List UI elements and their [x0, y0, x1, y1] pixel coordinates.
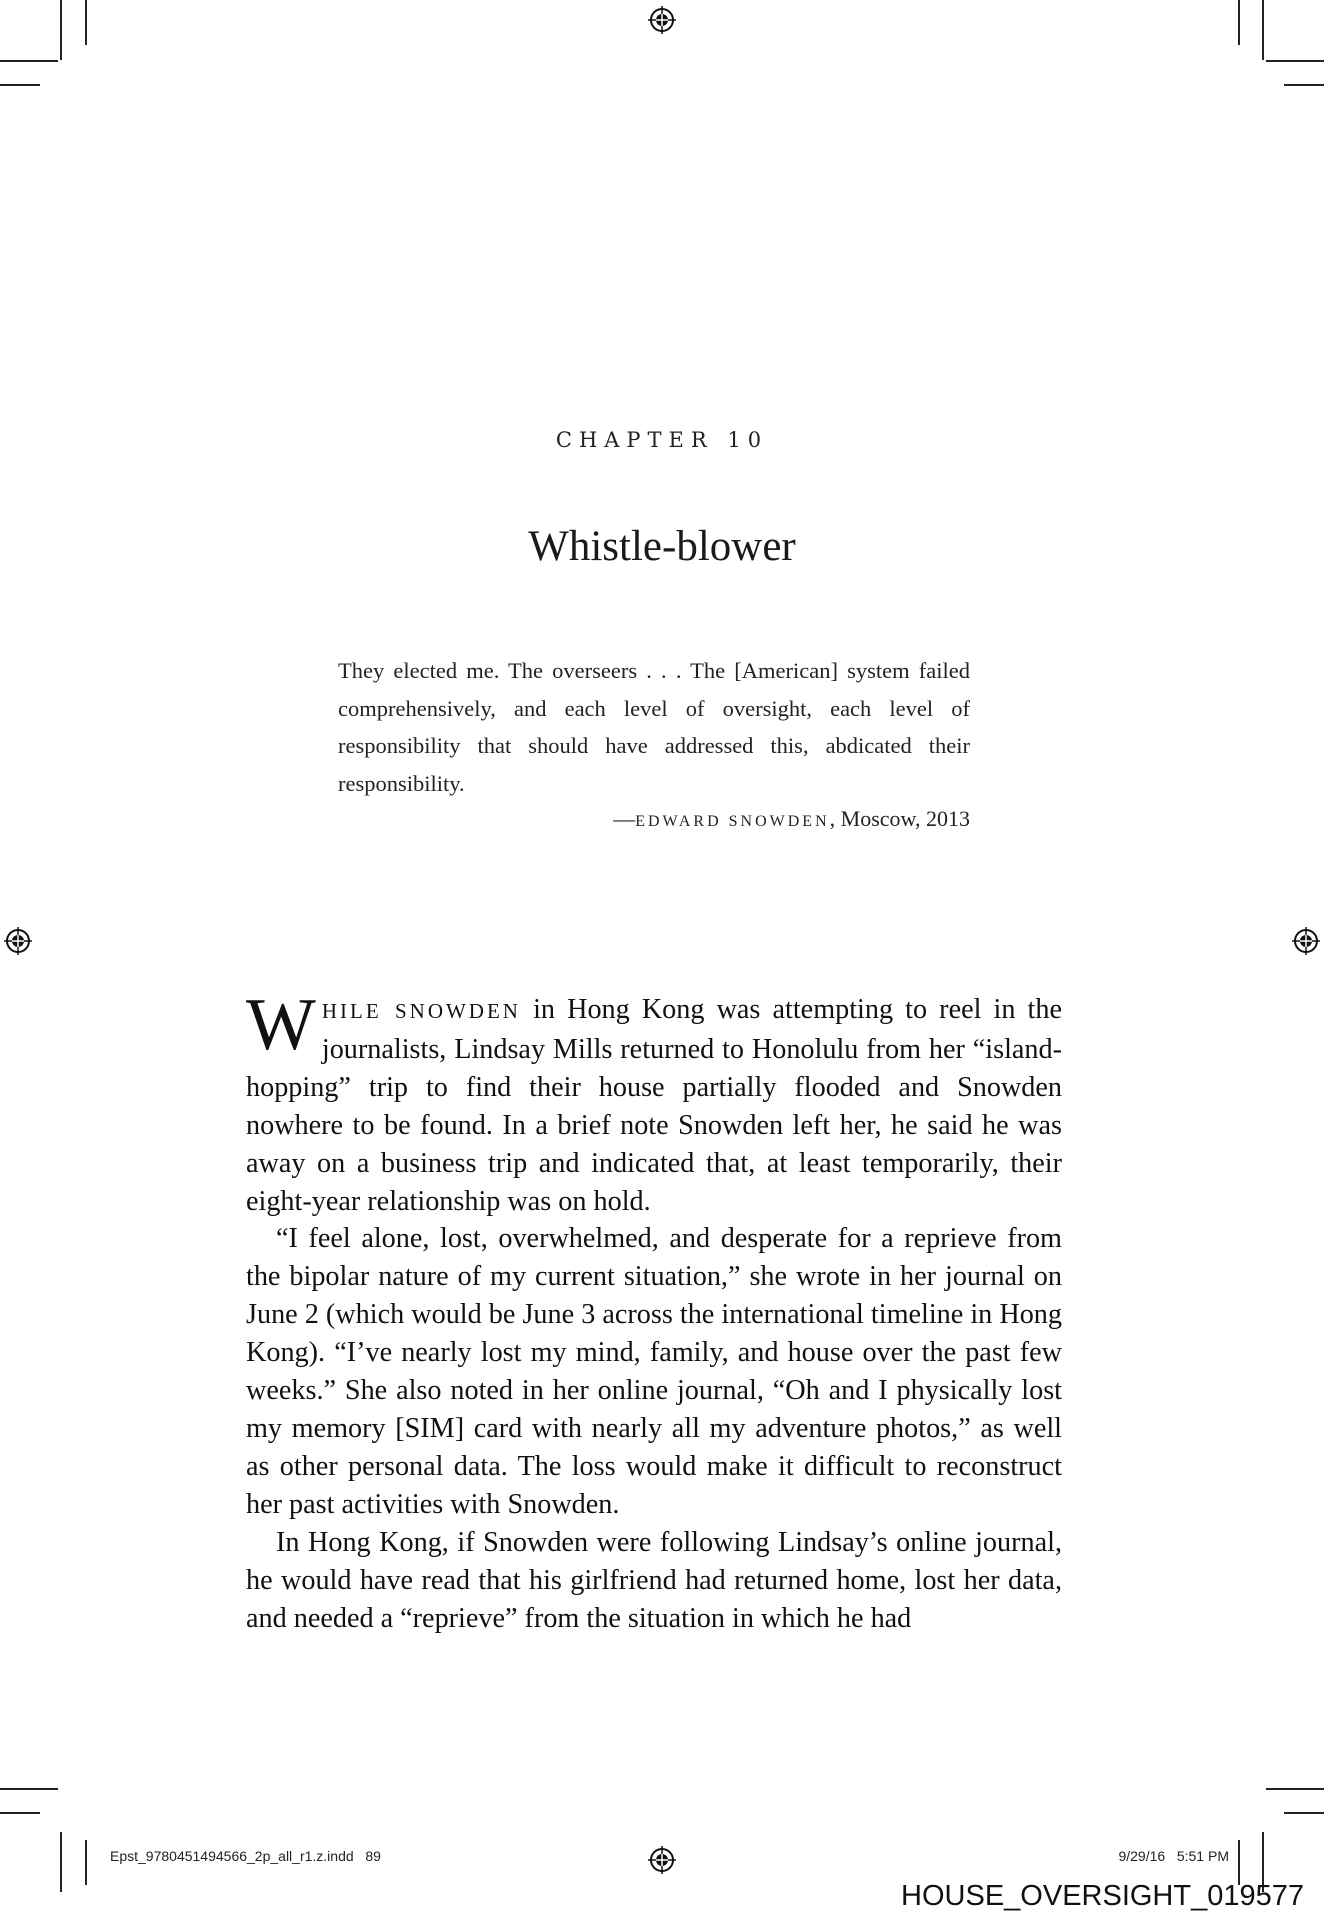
attribution-name: EDWARD SNOWDEN — [635, 813, 830, 830]
crop-mark — [85, 0, 87, 45]
crop-mark — [0, 1788, 58, 1790]
paragraph-text: in Hong Kong was attempting to reel in the journalists, Lindsay Mills returned to Honolulu from her “island-hopping” trip to find their house partially flooded and Snowden nowhere to be found. In a brief note Snowden left her, he said he was away on a business trip and indicated that, at least temporarily, their eight-year relationship was on hold. — [246, 994, 1062, 1217]
attribution-place-date: , Moscow, 2013 — [829, 806, 970, 831]
registration-mark-icon — [648, 6, 676, 34]
registration-mark-icon — [1292, 927, 1320, 955]
crop-mark — [1266, 1788, 1324, 1790]
crop-mark — [1266, 60, 1324, 62]
paragraph: “I feel alone, lost, overwhelmed, and desperate for a reprieve from the bipolar nature of my current situation,” she wrote in her journal on June 2 (which would be June 3 across the international timeline in Hong Kong). “I’ve nearly lost my mind, family, and house over the past few weeks.” She also noted in her online journal, “Oh and I physically lost my memory [SIM] card with nearly all my adventure photos,” as well as other personal data. The loss would make it difficult to reconstruct her past activities with Snowden. — [246, 1223, 1062, 1520]
paragraph — [246, 984, 1062, 1220]
crop-mark — [1238, 0, 1240, 45]
crop-mark — [1262, 0, 1264, 60]
attribution-dash: — — [613, 806, 636, 831]
lead-small-caps: HILE SNOWDEN — [321, 999, 521, 1023]
crop-mark — [0, 1812, 40, 1814]
paragraph: In Hong Kong, if Snowden were following Lindsay’s online journal, he would have read that his girlfriend had returned home, lost her data, and needed a “reprieve” from the situation in which he had — [246, 1526, 1062, 1634]
bates-number: HOUSE_OVERSIGHT_019577 — [901, 1880, 1304, 1912]
crop-mark — [1238, 1840, 1240, 1885]
crop-mark — [0, 84, 40, 86]
registration-mark-icon — [4, 927, 32, 955]
crop-mark — [1284, 1812, 1324, 1814]
slug-datetime: 9/29/16 5:51 PM — [1118, 1848, 1229, 1864]
body-text — [246, 984, 1062, 1637]
crop-mark — [85, 1840, 87, 1885]
crop-mark — [60, 1832, 62, 1892]
epigraph-text: They elected me. The overseers . . . The [American] system failed comprehensively, and each level of oversight, each level of responsibility that should have addressed this, abdicated their responsibility. — [338, 658, 970, 796]
crop-mark — [1284, 84, 1324, 86]
chapter-label: CHAPTER 10 — [555, 428, 769, 452]
registration-mark-icon — [648, 1846, 676, 1874]
drop-cap: W — [246, 984, 316, 1066]
crop-mark — [60, 0, 62, 60]
slug-file-info: Epst_9780451494566_2p_all_r1.z.indd 89 — [110, 1848, 381, 1864]
chapter-title: Whistle-blower — [528, 523, 796, 570]
crop-mark — [0, 60, 58, 62]
epigraph-attribution — [338, 806, 970, 832]
